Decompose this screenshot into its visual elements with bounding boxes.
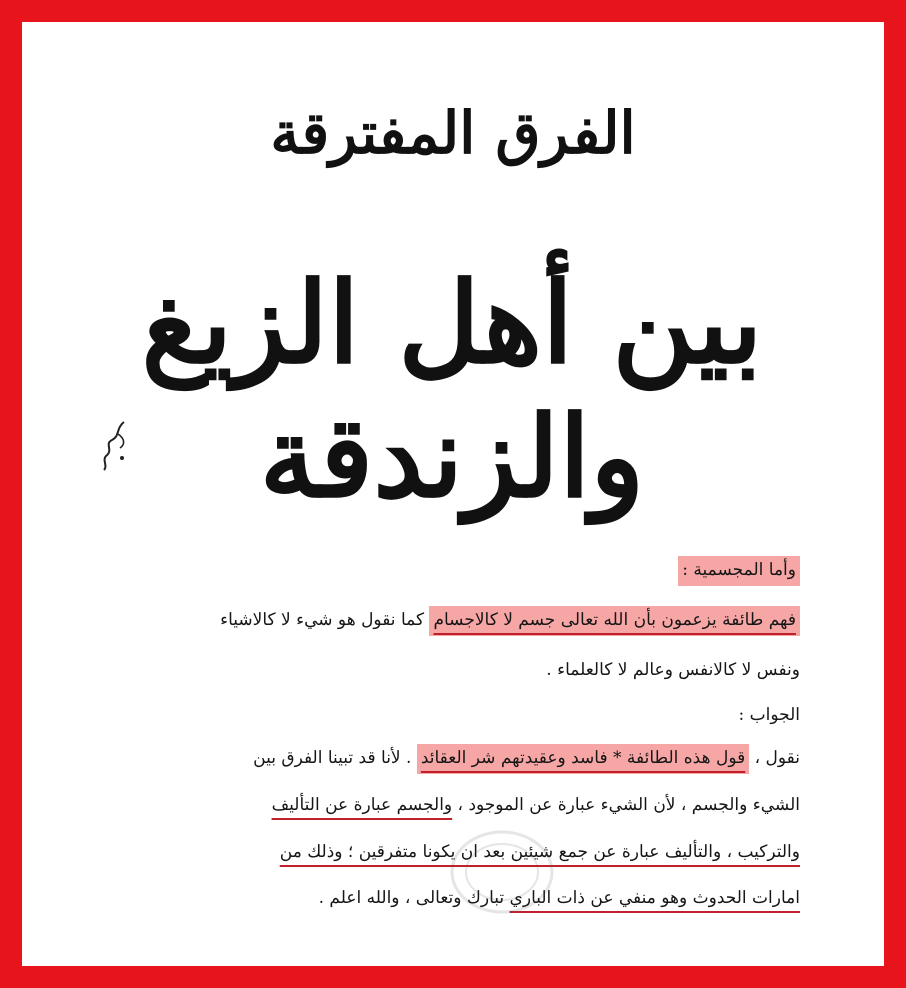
line-3-pre: نقول ،	[754, 748, 800, 768]
line-5-underlined: والتركيب ، والتأليف عبارة عن جمع شيئين بعد ان يكونا متفرقين ؛ وذلك من	[279, 842, 800, 862]
line-1-rest: كما نقول هو شيء لا كالاشياء	[220, 610, 425, 630]
faded-stamp-icon	[442, 822, 562, 922]
calligrapher-signature-icon	[94, 414, 134, 474]
book-title: بين أهل الزيغ والزندقة	[141, 258, 763, 524]
section-heading	[120, 562, 800, 579]
paragraph-line-1	[120, 612, 800, 629]
paragraph-line-2	[120, 662, 800, 679]
section-heading-highlight: وأما المجسمية :	[678, 556, 800, 586]
highlighted-claim: فهم طائفة يزعمون بأن الله تعالى جسم لا كالاجسام	[429, 606, 800, 636]
paragraph-line-3	[120, 750, 800, 767]
line-6-underlined: امارات الحدوث وهو منفي عن ذات الباري	[509, 888, 800, 908]
answer-label	[120, 707, 800, 724]
book-subtitle: الفرق المفترقة	[270, 99, 636, 167]
line-6-rest: تبارك وتعالى ، والله اعلم .	[318, 888, 505, 908]
highlighted-verdict: قول هذه الطائفة * فاسد وعقيدتهم شر العقائد	[417, 744, 749, 774]
paragraph-line-4	[120, 797, 800, 814]
line-2-text: ونفس لا كالانفس وعالم لا كالعلماء .	[546, 660, 800, 680]
line-3-rest: . لأنا قد تبينا الفرق بين	[253, 748, 412, 768]
answer-label-text: الجواب :	[738, 705, 800, 725]
document-page	[22, 22, 884, 966]
line-4-plain: الشيء والجسم ، لأن الشيء عبارة عن الموجود ،	[457, 795, 800, 815]
line-4-underlined: والجسم عبارة عن التأليف	[271, 795, 453, 815]
